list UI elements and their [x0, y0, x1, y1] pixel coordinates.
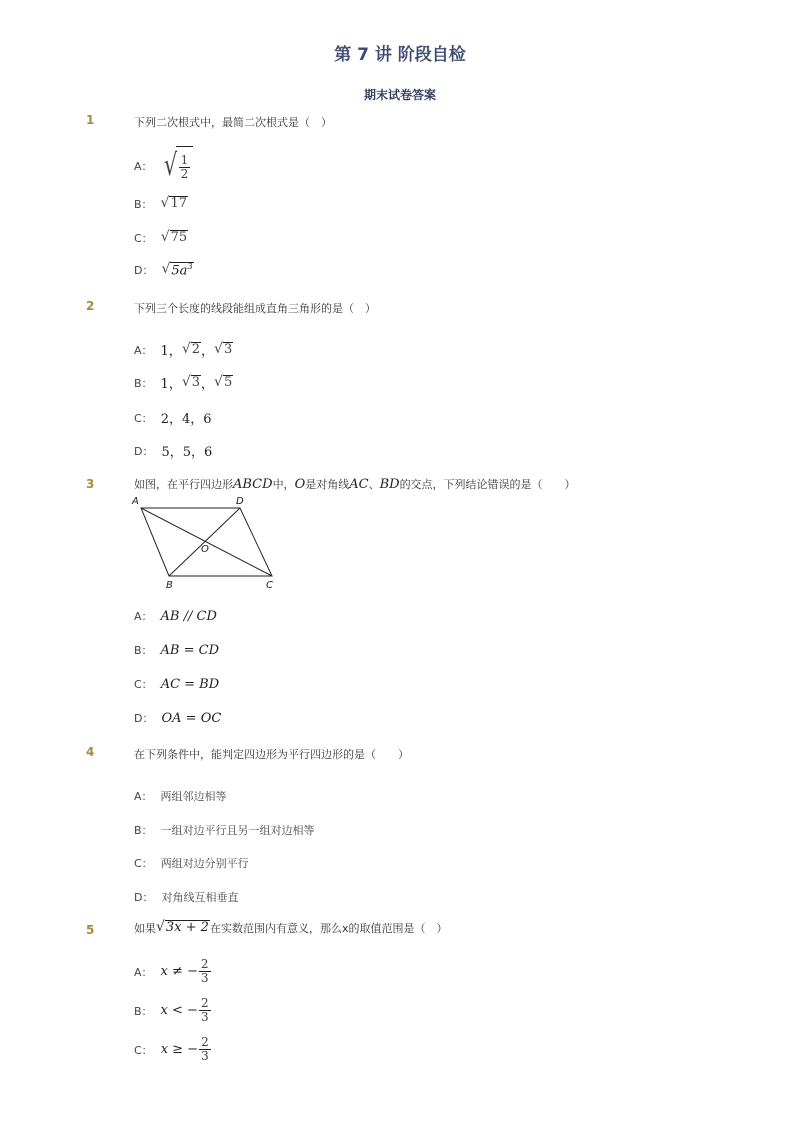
- radical-sign: √: [214, 340, 223, 357]
- vertex-label-c: C: [266, 580, 273, 591]
- radical-sign: √: [160, 195, 170, 212]
- parallelogram-diagram: [128, 494, 288, 594]
- page-subtitle: 期末试卷答案: [363, 88, 436, 102]
- sqrt-expression: [214, 342, 233, 357]
- fraction-denominator: 3: [200, 971, 209, 986]
- option-c[interactable]: [134, 408, 212, 427]
- option-value: 5，5，6: [161, 445, 213, 460]
- radical-sign: √: [163, 148, 177, 183]
- radicand: 5: [223, 374, 233, 390]
- option-value: 一组对边平行且另一组对边相等: [160, 824, 315, 837]
- sqrt-expression: [161, 196, 188, 211]
- radicand: 3: [191, 374, 201, 390]
- text-segment: 中，: [272, 478, 295, 491]
- option-d[interactable]: [134, 441, 212, 460]
- radical-sign: √: [181, 373, 191, 390]
- fraction-numerator: 2: [200, 996, 209, 1010]
- fraction-numerator: 2: [200, 957, 209, 971]
- text-segment: 、: [368, 478, 380, 491]
- option-label: B：: [134, 198, 153, 211]
- radical-sign: √: [161, 261, 171, 277]
- vertex-label-b: B: [166, 580, 173, 591]
- text-segment: 如图，在平行四边形: [134, 478, 233, 491]
- option-value: 对角线互相垂直: [161, 891, 239, 904]
- option-label: D：: [134, 264, 154, 278]
- radicand: 75: [170, 230, 188, 246]
- page-title: 第 7 讲 阶段自检: [334, 45, 466, 65]
- question-number: 1: [86, 113, 95, 127]
- separator: ，: [201, 377, 215, 392]
- vertex-label-a: A: [132, 496, 139, 507]
- option-label: C：: [134, 678, 153, 691]
- option-label: B：: [134, 824, 153, 837]
- option-value: OA = OC: [161, 710, 222, 726]
- option-b[interactable]: [134, 373, 233, 392]
- radicand: 5a: [171, 263, 188, 279]
- question-text: 下列三个长度的线段能组成直角三角形的是（ ）: [134, 302, 376, 315]
- radicand: 17: [170, 196, 188, 212]
- fraction: [199, 997, 211, 1024]
- option-c[interactable]: [134, 1036, 212, 1063]
- option-a[interactable]: [134, 340, 233, 359]
- radical-sign: √: [156, 919, 165, 936]
- option-label: A：: [134, 160, 153, 173]
- option-label: C：: [134, 857, 153, 870]
- option-label: A：: [134, 790, 153, 803]
- option-d[interactable]: [134, 262, 194, 279]
- question-text: [134, 476, 576, 492]
- option-a[interactable]: [134, 958, 212, 985]
- sqrt-expression: [161, 146, 194, 186]
- option-d[interactable]: [134, 889, 238, 905]
- option-label: D：: [134, 712, 154, 725]
- sqrt-expression: [182, 375, 201, 390]
- fraction: [199, 1036, 211, 1063]
- option-label: A：: [134, 965, 153, 979]
- option-c[interactable]: [134, 230, 188, 246]
- option-d[interactable]: [134, 710, 221, 726]
- option-label: A：: [134, 343, 153, 357]
- radical-sign: √: [214, 373, 223, 390]
- math-segment: O: [294, 477, 306, 492]
- option-a[interactable]: [134, 608, 217, 624]
- option-label: A：: [134, 610, 153, 623]
- question-number: 2: [86, 299, 95, 313]
- sqrt-expression: [156, 920, 210, 935]
- question-number: 5: [86, 923, 95, 937]
- text-segment: 如果: [134, 922, 156, 935]
- option-label: B：: [134, 644, 153, 657]
- option-value: 两组邻边相等: [160, 790, 227, 803]
- diagonal-bd: [169, 508, 240, 576]
- fraction-denominator: 3: [201, 1049, 209, 1064]
- option-b[interactable]: [134, 196, 188, 212]
- radical-sign: √: [181, 340, 191, 357]
- radicand: 3x + 2: [165, 920, 209, 936]
- option-b[interactable]: [134, 822, 315, 838]
- fraction-denominator: 2: [180, 167, 189, 181]
- text-segment: 在实数范围内有意义，那么x的取值范围是（ ）: [209, 922, 448, 935]
- fraction: [199, 958, 211, 985]
- option-value: AB = CD: [160, 642, 220, 658]
- option-value: 两组对边分别平行: [160, 857, 249, 870]
- option-value: AC = BD: [160, 676, 220, 692]
- option-label: D：: [134, 891, 154, 904]
- option-value: AB // CD: [160, 608, 217, 624]
- math-segment: BD: [379, 477, 400, 492]
- question-text: 下列二次根式中，最简二次根式是（ ）: [134, 116, 332, 129]
- option-label: C：: [134, 232, 153, 245]
- option-label: C：: [134, 1043, 153, 1057]
- center-label-o: O: [201, 544, 209, 555]
- option-a[interactable]: [134, 146, 193, 186]
- exponent: 3: [187, 262, 193, 271]
- question-text: [134, 920, 447, 936]
- question-number: 4: [86, 745, 95, 759]
- sqrt-expression: [161, 230, 188, 245]
- option-label: D：: [134, 444, 154, 458]
- fraction-numerator: 2: [201, 1035, 209, 1049]
- fraction-numerator: 1: [180, 152, 189, 167]
- text-segment: 的交点，下列结论错误的是（ ）: [399, 478, 576, 491]
- question-text: 在下列条件中，能判定四边形为平行四边形的是（ ）: [134, 748, 409, 761]
- sqrt-expression: [161, 262, 193, 279]
- option-label: B：: [134, 1004, 153, 1018]
- inequality-lhs: x ≠ −: [160, 964, 198, 980]
- diagonal-ac: [141, 508, 272, 576]
- question-number: 3: [86, 477, 95, 491]
- radicand: 3: [223, 341, 233, 357]
- fraction-denominator: 3: [200, 1010, 209, 1025]
- option-value: 1，: [160, 377, 182, 392]
- option-b[interactable]: [134, 642, 219, 658]
- radical-sign: √: [160, 229, 170, 246]
- fraction: [179, 154, 191, 181]
- math-segment: AC: [349, 477, 369, 492]
- option-label: B：: [134, 376, 153, 390]
- inequality-lhs: x ≥ −: [160, 1042, 199, 1058]
- option-c[interactable]: [134, 855, 249, 871]
- option-value: 2，4，6: [160, 412, 212, 427]
- sqrt-expression: [182, 342, 201, 357]
- option-b[interactable]: [134, 997, 212, 1024]
- inequality-lhs: x < −: [160, 1003, 198, 1019]
- option-label: C：: [134, 411, 153, 425]
- option-c[interactable]: [134, 676, 219, 692]
- option-a[interactable]: [134, 788, 227, 804]
- math-segment: ABCD: [233, 477, 273, 492]
- radicand: 2: [191, 341, 201, 357]
- option-value: 1，: [160, 344, 182, 359]
- vertex-label-d: D: [236, 496, 244, 507]
- sqrt-expression: [214, 375, 233, 390]
- separator: ，: [201, 344, 215, 359]
- text-segment: 是对角线: [305, 478, 350, 491]
